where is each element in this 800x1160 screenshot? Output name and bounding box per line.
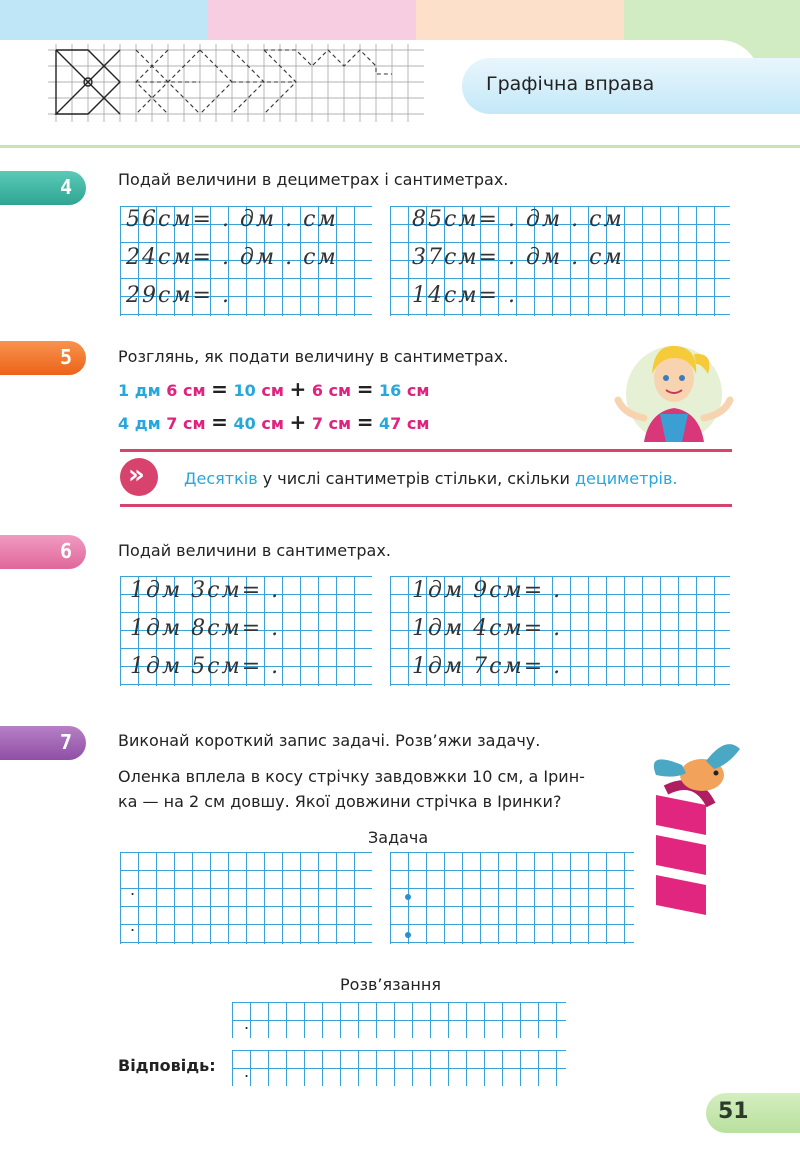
solution-dot: . (244, 1014, 250, 1033)
bird-ribbon-illustration (636, 735, 748, 935)
task-6-right-row-3: 1дм 7см= . (412, 654, 563, 679)
task-4-right-row-2: 37см= . дм . см (412, 245, 624, 270)
task-5-instruction: Розглянь, як подати величину в сантиметрах. (118, 347, 509, 366)
task-7-problem-line-2: ка — на 2 см довшу. Якої довжини стрічка в Іринки? (118, 792, 562, 811)
task-6-number: 6 (59, 539, 72, 563)
rule-badge-icon: » (120, 458, 158, 496)
task-6-right-row-1: 1дм 9см= . (412, 578, 563, 603)
header-separator (0, 145, 800, 148)
task-5-equation-1: 1 дм 6 см = 10 см + 6 см = 16 см (118, 377, 430, 401)
page-number: 51 (718, 1099, 749, 1124)
rule-bottom-line (120, 504, 732, 507)
task-4-right-row-1: 85см= . дм . см (412, 207, 624, 232)
task-7-tab (0, 726, 86, 760)
top-band-peach (416, 0, 624, 42)
task-7-number: 7 (59, 730, 72, 754)
task-4-left-row-2: 24см= . дм . см (126, 245, 338, 270)
zadacha-left-dot-1: . (130, 880, 136, 899)
zadacha-title: Задача (368, 828, 429, 847)
task-6-right-row-2: 1дм 4см= . (412, 616, 563, 641)
task-5-tab (0, 341, 86, 375)
task-4-tab (0, 171, 86, 205)
task-5-equation-2: 4 дм 7 см = 40 см + 7 см = 47 см (118, 410, 430, 434)
task-7-problem-line-1: Оленка вплела в косу стрічку завдовжки 10 см, а Ірин- (118, 767, 585, 786)
task-6-tab (0, 535, 86, 569)
task-4-left-row-3: 29см= . (126, 283, 231, 308)
top-band-pink (208, 0, 416, 42)
zadacha-left-dot-2: . (130, 916, 136, 935)
rule-text: Десятків у числі сантиметрів стільки, скільки дециметрів. (184, 469, 678, 488)
task-6-left-row-3: 1дм 5см= . (130, 654, 281, 679)
task-7-zadacha-grid-right (390, 852, 634, 944)
graphic-exercise-pattern (48, 44, 424, 122)
task-4-instruction: Подай величини в дециметрах і сантиметрах. (118, 170, 509, 189)
answer-dot: . (244, 1062, 250, 1081)
task-4-right-row-3: 14см= . (412, 283, 517, 308)
task-7-zadacha-grid-left (120, 852, 372, 944)
task-6-left-row-2: 1дм 8см= . (130, 616, 281, 641)
girl-illustration (604, 334, 744, 442)
task-7-instruction: Виконай короткий запис задачі. Розв’яжи задачу. (118, 731, 541, 750)
task-5-number: 5 (59, 345, 72, 369)
rule-top-line (120, 449, 732, 452)
top-band-blue (0, 0, 208, 42)
task-4-number: 4 (59, 175, 72, 199)
task-6-left-row-1: 1дм 3см= . (130, 578, 281, 603)
solution-grid (232, 1002, 566, 1038)
page-title: Графічна вправа (486, 73, 655, 95)
task-6-instruction: Подай величини в сантиметрах. (118, 541, 391, 560)
answer-label: Відповідь: (118, 1056, 216, 1075)
rozviazannia-title: Розв’язання (340, 975, 441, 994)
answer-grid (232, 1050, 566, 1086)
zadacha-right-dot-1 (405, 894, 411, 900)
zadacha-right-dot-2 (405, 932, 411, 938)
page-number-badge (706, 1093, 800, 1133)
task-4-left-row-1: 56см= . дм . см (126, 207, 338, 232)
